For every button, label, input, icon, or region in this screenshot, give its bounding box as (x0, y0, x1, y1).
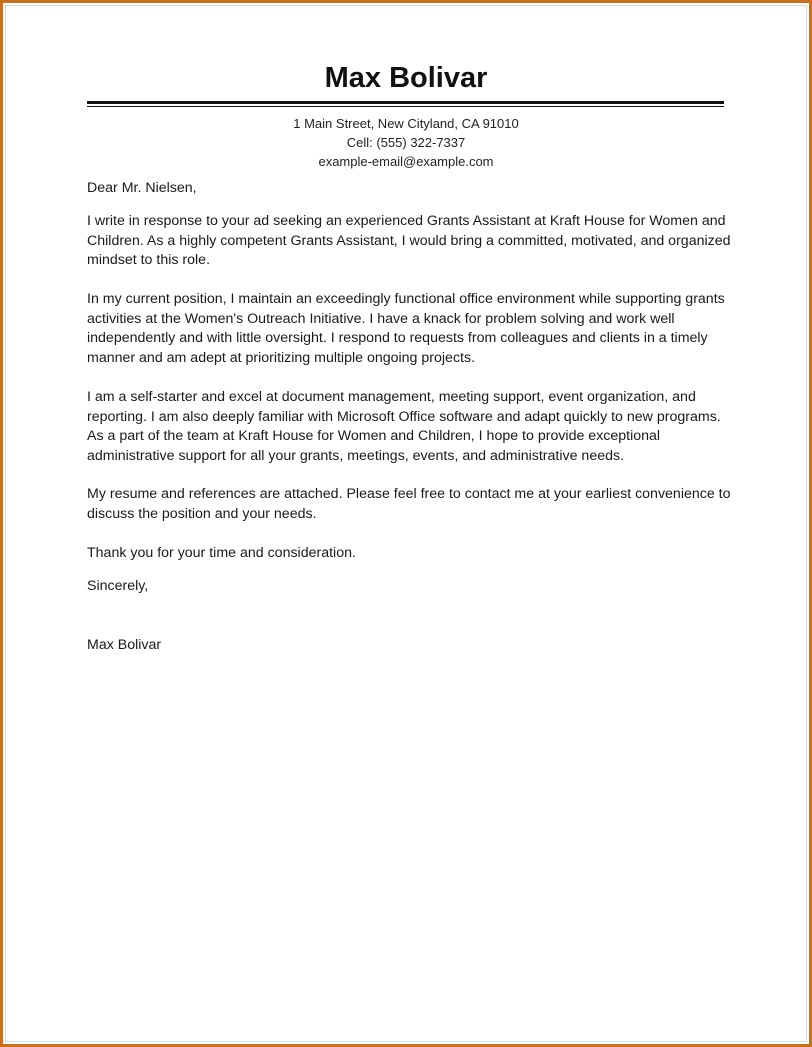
header-rule-thick (87, 101, 724, 104)
applicant-name-heading: Max Bolivar (324, 62, 488, 94)
closing: Sincerely, (87, 578, 149, 594)
paragraph-intro: I write in response to your ad seeking an experienced Grants Assistant at Kraft House for Women and Children. As a highly competent Grants Assistant, I would bring a committed, motivated, and organized mindset to this role. (87, 213, 731, 268)
salutation: Dear Mr. Nielsen, (87, 180, 197, 196)
contact-block (0, 114, 812, 171)
contact-email: example-email@example.com (318, 154, 494, 169)
paragraph-attachments: My resume and references are attached. Please feel free to contact me at your earliest convenience to discuss the position and your needs. (87, 486, 731, 522)
header-rule-thin (87, 106, 724, 107)
paragraph-current-position: In my current position, I maintain an exceedingly functional office environment while supporting grants activities at the Women's Outreach Initiative. I have a knack for problem solving and work well independently and with little oversight. I respond to requests from colleagues and clients in a timely manner and am adept at prioritizing multiple ongoing projects. (87, 291, 725, 366)
contact-address: 1 Main Street, New Cityland, CA 91010 (293, 116, 519, 131)
contact-phone: Cell: (555) 322-7337 (346, 135, 466, 150)
paragraph-skills: I am a self-starter and excel at document management, meeting support, event organization, and reporting. I am also deeply familiar with Microsoft Office software and adapt quickly to new programs. As a part of the team at Kraft House for Women and Children, I hope to provide exceptional administrative support for all your grants, meetings, events, and administrative needs. (87, 389, 721, 464)
signature-name: Max Bolivar (87, 637, 162, 653)
thanks-line: Thank you for your time and consideration. (87, 545, 356, 561)
